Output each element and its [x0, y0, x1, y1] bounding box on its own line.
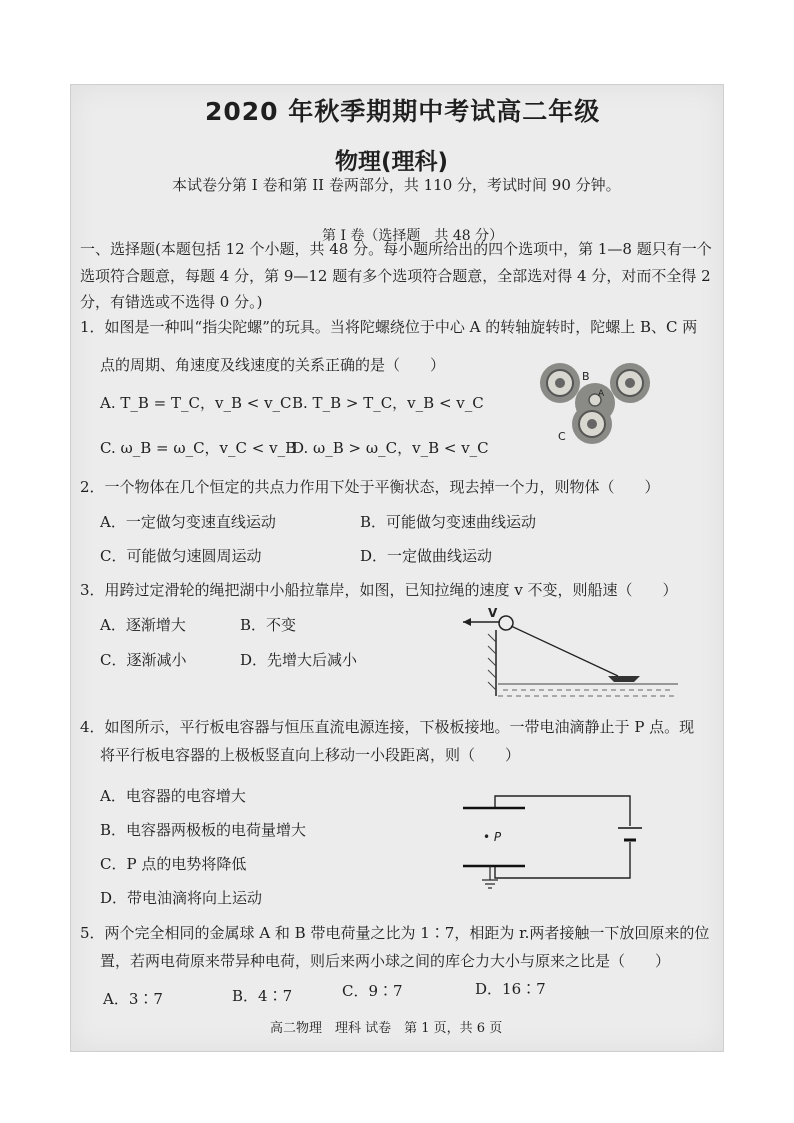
question-2-stem: 2．一个物体在几个恒定的共点力作用下处于平衡状态，现去掉一个力，则物体（ ）: [80, 478, 660, 496]
question-5-option-a: A．3∶7: [103, 990, 163, 1008]
question-5-stem-line2: 置，若两电荷原来带异种电荷，则后来两小球之间的库仑力大小与原来之比是（ ）: [100, 952, 671, 970]
question-5-option-c: C．9∶7: [342, 982, 403, 1000]
question-4-option-c: C．P 点的电势将降低: [100, 855, 247, 873]
question-5-option-d: D．16∶7: [475, 980, 546, 998]
question-4-option-d: D．带电油滴将向上运动: [100, 889, 263, 907]
fidget-spinner-figure: [530, 358, 660, 448]
question-2-option-a: A．一定做匀变速直线运动: [100, 513, 276, 531]
question-1-option-b: B. T_B > T_C，v_B < v_C: [292, 394, 484, 412]
question-4-option-b: B．电容器两极板的电荷量增大: [100, 821, 307, 839]
question-3-stem: 3．用跨过定滑轮的绳把湖中小船拉靠岸，如图，已知拉绳的速度 v 不变，则船速（ ）: [80, 581, 678, 599]
question-4-stem-line1: 4．如图所示，平行板电容器与恒压直流电源连接，下极板接地。一带电油滴静止于 P 点。现: [80, 718, 695, 736]
section-instructions: 一、选择题(本题包括 12 个小题，共 48 分。每小题所给出的四个选项中，第 1—8 题只有一个选项符合题意，每题 4 分，第 9—12 题有多个选项符合题意，全部选对得 4 分，对而不全得 2 分，有错选或不选得 0 分。): [80, 240, 712, 311]
question-2-option-d: D．一定做曲线运动: [360, 547, 493, 565]
question-1-option-c: C. ω_B = ω_C，v_C < v_B: [100, 439, 297, 457]
question-3-option-c: C．逐渐减小: [100, 651, 187, 669]
question-3-option-b: B．不变: [240, 616, 297, 634]
pulley-icon: [499, 616, 513, 630]
question-5-option-b: B．4∶7: [232, 987, 293, 1005]
question-4-option-a: A．电容器的电容增大: [100, 787, 246, 805]
pulley-boat-figure: [458, 604, 683, 699]
boat-icon: [608, 676, 640, 682]
question-2-option-b: B．可能做匀变速曲线运动: [360, 513, 537, 531]
question-2-option-c: C．可能做匀速圆周运动: [100, 547, 262, 565]
question-5-stem-line1: 5．两个完全相同的金属球 A 和 B 带电荷量之比为 1∶7，相距为 r.两者接触一下放回原来的位: [80, 924, 710, 942]
spinner-label-b: B: [582, 370, 590, 383]
part-heading: 第 I 卷（选择题 共 48 分）: [322, 228, 504, 244]
question-1-stem-line2: 点的周期、角速度及线速度的关系正确的是（ ）: [100, 356, 446, 374]
capacitor-circuit-figure: [455, 790, 645, 895]
exam-title: 2020 年秋季期期中考试高二年级: [205, 97, 601, 126]
question-3-option-d: D．先增大后减小: [240, 651, 358, 669]
spinner-label-a: A: [598, 389, 605, 399]
exam-intro: 本试卷分第 I 卷和第 II 卷两部分，共 110 分，考试时间 90 分钟。: [172, 176, 621, 194]
spinner-body: [540, 363, 650, 444]
question-1-option-d: D. ω_B > ω_C，v_B < v_C: [292, 439, 489, 457]
point-p-label: • P: [483, 830, 502, 844]
question-4-stem-line2: 将平行板电容器的上极板竖直向上移动一小段距离，则（ ）: [100, 746, 521, 764]
velocity-label-v: V: [488, 606, 498, 620]
exam-subject: 物理(理科): [335, 149, 449, 175]
spinner-label-c: C: [558, 430, 566, 443]
question-1-option-a: A. T_B = T_C，v_B < v_C: [100, 394, 292, 412]
question-1-stem-line1: 1．如图是一种叫“指尖陀螺”的玩具。当将陀螺绕位于中心 A 的转轴旋转时，陀螺上 B、C 两: [80, 318, 698, 336]
page-footer: 高二物理 理科 试卷 第 1 页，共 6 页: [270, 1021, 503, 1036]
question-3-option-a: A．逐渐增大: [100, 616, 186, 634]
